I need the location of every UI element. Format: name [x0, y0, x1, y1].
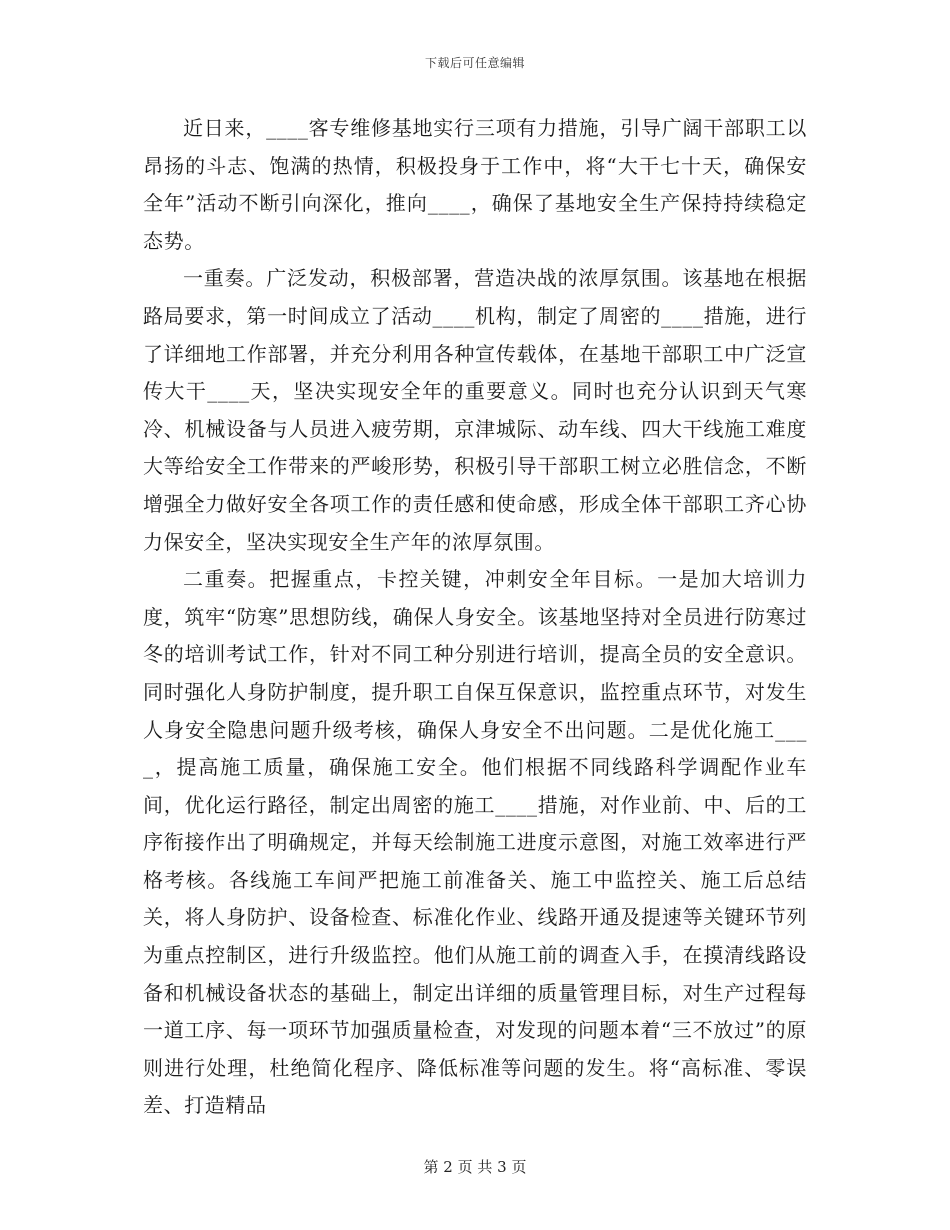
paragraph-first-measure: 一重奏。广泛发动，积极部署，营造决战的浓厚氛围。该基地在根据路局要求，第一时间成立了活动____机构，制定了周密的____措施，进行了详细地工作部署，并充分利用各种宣传载体，在基地干部职工中广泛宣传大干____天，坚决实现安全年的重要意义。同时也充分认识到天气寒冷、机械设备与人员进入疲劳期，京津城际、动车线、四大干线施工难度大等给安全工作带来的严峻形势，积极引导干部职工树立必胜信念，不断增强全力做好安全各项工作的责任感和使命感，形成全体干部职工齐心协力保安全，坚决实现安全生产年的浓厚氛围。 [143, 266, 807, 554]
page-number: 第 2 页 共 3 页 [423, 1158, 527, 1176]
page-header-note: 下载后可任意编辑 [424, 56, 525, 70]
paragraph-intro: 近日来，____客专维修基地实行三项有力措施，引导广阔干部职工以昂扬的斗志、饱满的热情，积极投身于工作中，将“大干七十天，确保安全年”活动不断引向深化，推向____，确保了基地安全生产保持持续稳定态势。 [143, 116, 807, 253]
document-body [143, 110, 807, 1125]
paragraph-second-measure: 二重奏。把握重点，卡控关键，冲刺安全年目标。一是加大培训力度，筑牢“防寒”思想防线，确保人身安全。该基地坚持对全员进行防寒过冬的培训考试工作，针对不同工种分别进行培训，提高全员的安全意识。同时强化人身防护制度，提升职工自保互保意识，监控重点环节，对发生人身安全隐患问题升级考核，确保人身安全不出问题。二是优化施工____，提高施工质量，确保施工安全。他们根据不同线路科学调配作业车间，优化运行路径，制定出周密的施工____措施，对作业前、中、后的工序衔接作出了明确规定，并每天绘制施工进度示意图，对施工效率进行严格考核。各线施工车间严把施工前准备关、施工中监控关、施工后总结关，将人身防护、设备检查、标准化作业、线路开通及提速等关键环节列为重点控制区，进行升级监控。他们从施工前的调查入手，在摸清线路设备和机械设备状态的基础上，制定出详细的质量管理目标，对生产过程每一道工序、每一项环节加强质量检查，对发现的问题本着“三不放过”的原则进行处理，杜绝简化程序、降低标准等问题的发生。将“高标准、零误差、打造精品 [143, 567, 807, 1118]
